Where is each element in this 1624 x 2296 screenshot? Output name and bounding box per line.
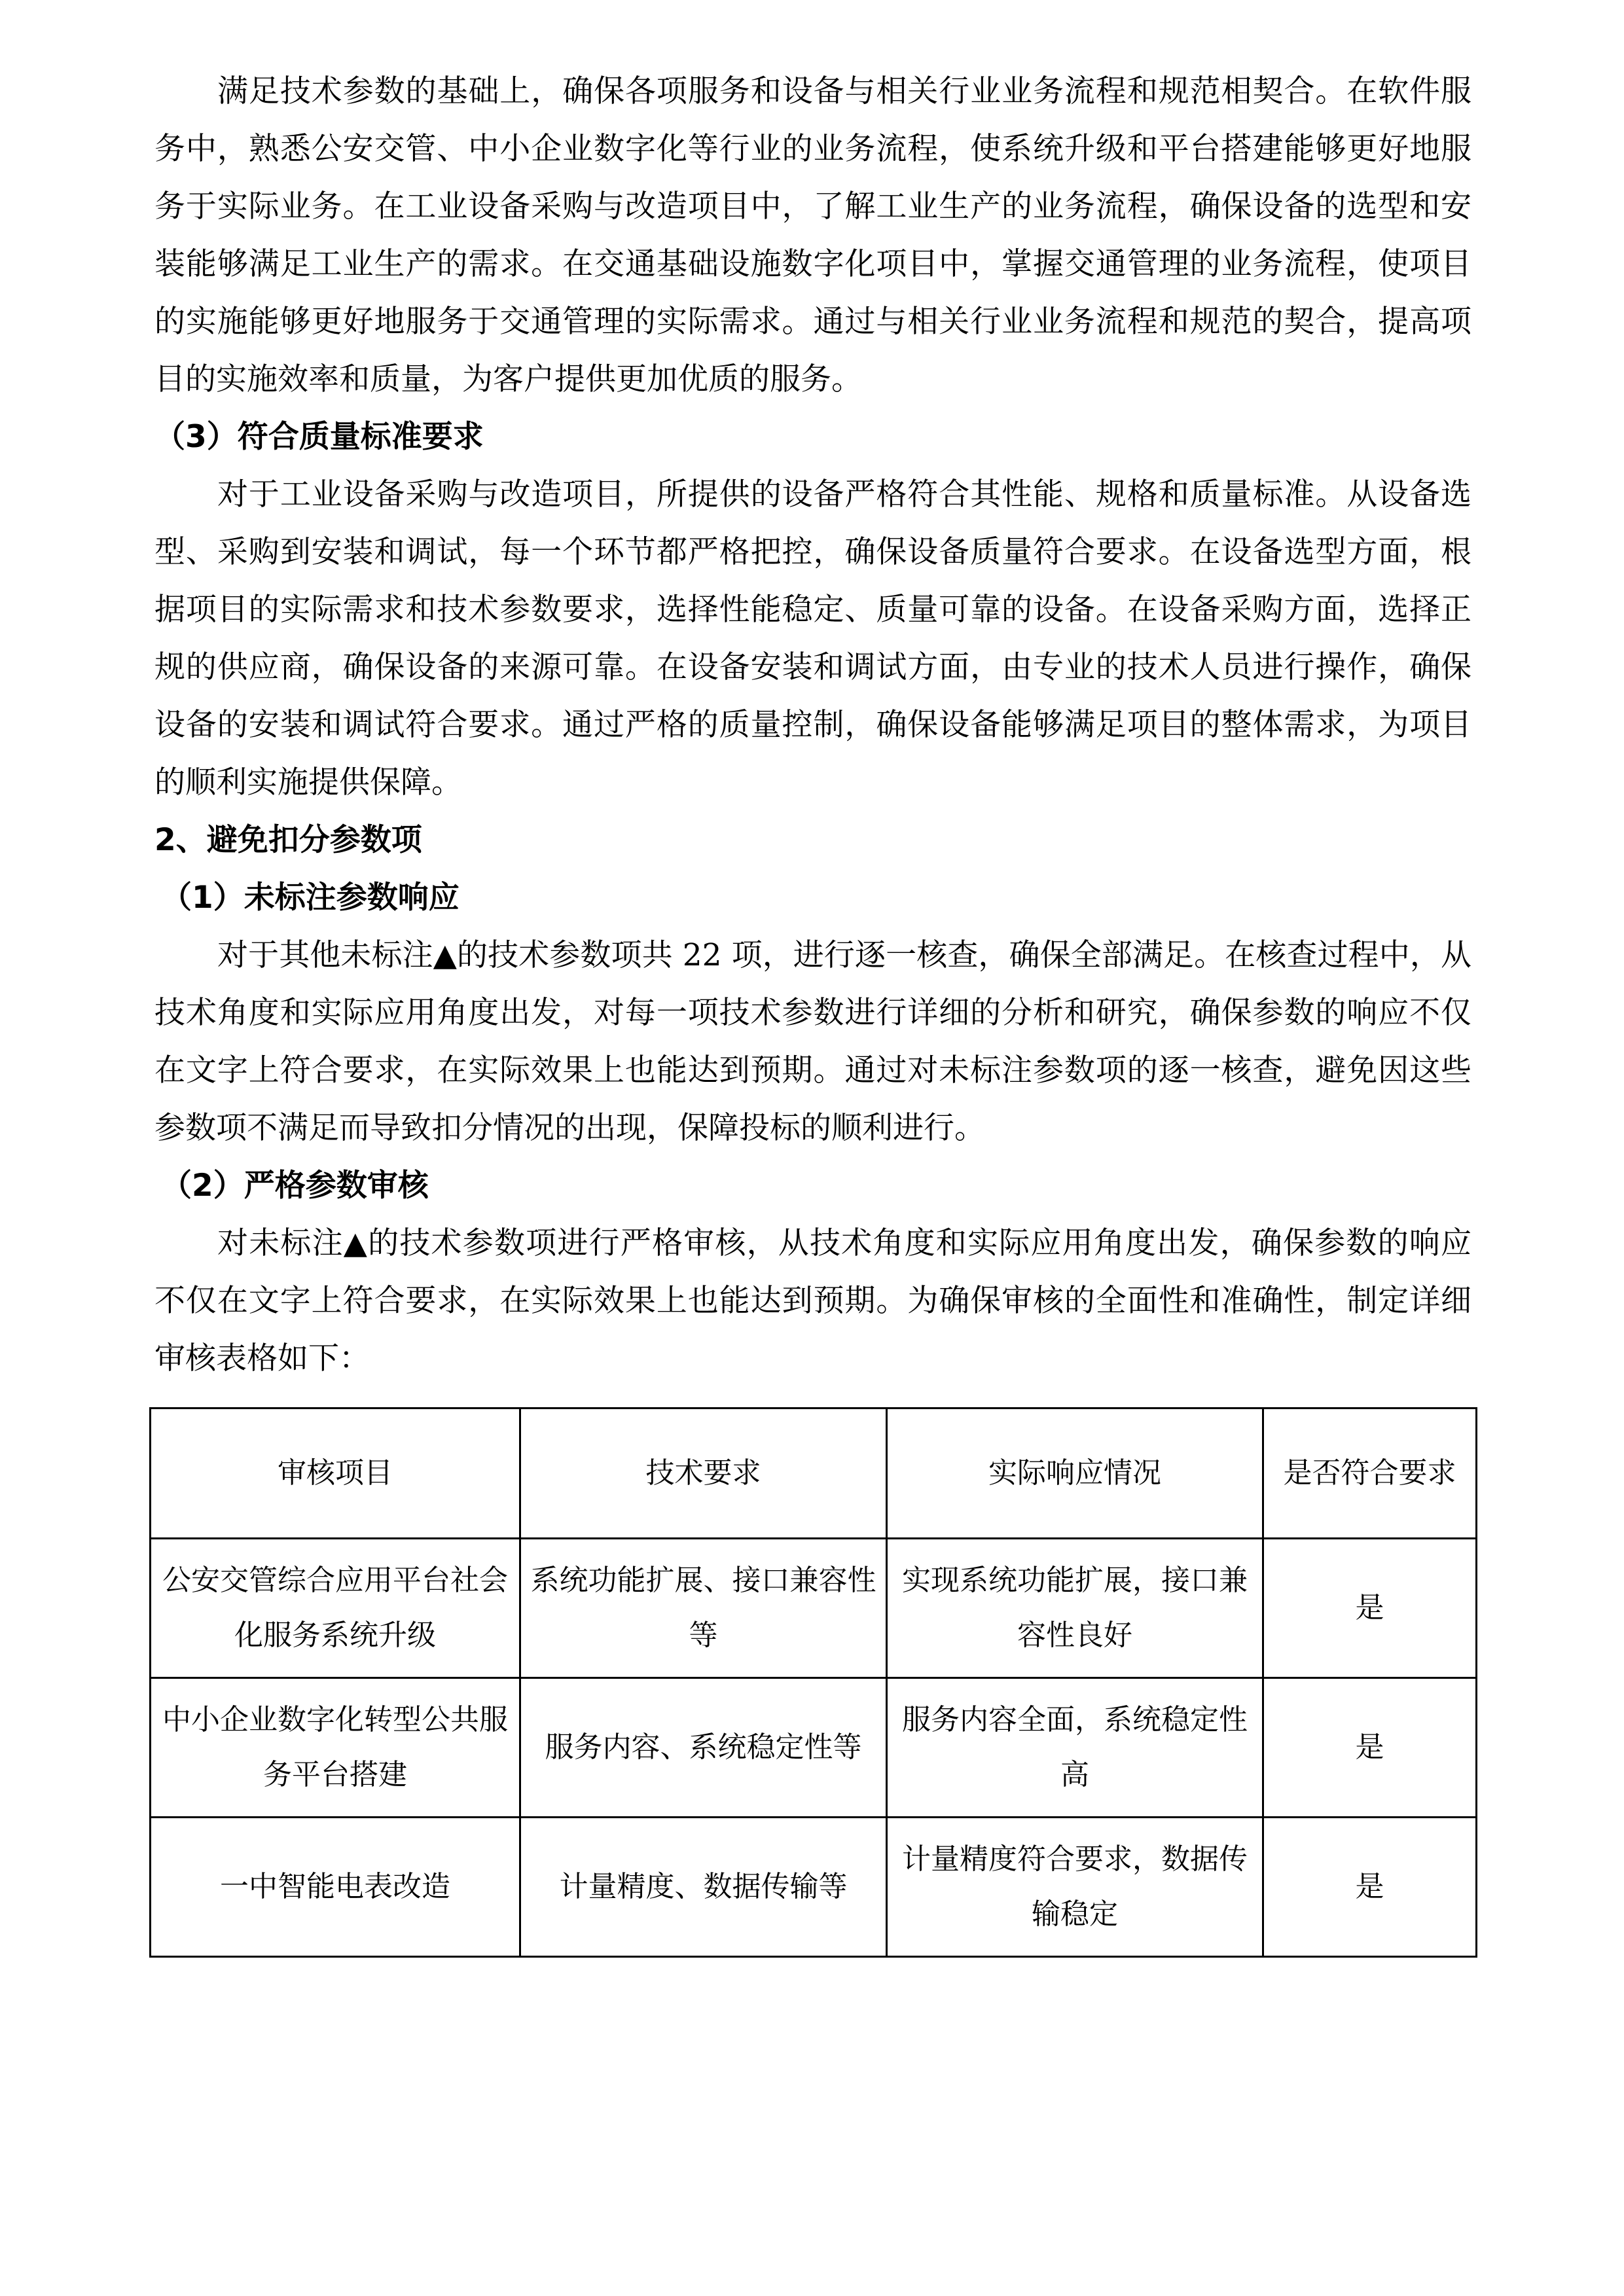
heading-avoid-deduction: 2、避免扣分参数项 (154, 822, 422, 858)
table-cell-actual: 服务内容全面，系统稳定性高 (887, 1678, 1263, 1818)
table-cell-comply: 是 (1263, 1678, 1477, 1818)
table-header-actual: 实际响应情况 (887, 1408, 1263, 1539)
table-cell-item: 公安交管综合应用平台社会化服务系统升级 (151, 1539, 520, 1678)
heading-quality-standard: （3）符合质量标准要求 (154, 419, 484, 455)
table-row (151, 1678, 1477, 1818)
table-row (151, 1818, 1477, 1957)
table-cell-actual: 计量精度符合要求，数据传输稳定 (887, 1818, 1263, 1957)
table-row (151, 1539, 1477, 1678)
table-cell-item: 一中智能电表改造 (151, 1818, 520, 1957)
table-header-req: 技术要求 (520, 1408, 887, 1539)
table-cell-req: 计量精度、数据传输等 (520, 1818, 887, 1957)
paragraph-unmarked-param-response: 对于其他未标注▲的技术参数项共 22 项，进行逐一核查，确保全部满足。在核查过程中，从技术角度和实际应用角度出发，对每一项技术参数进行详细的分析和研究，确保参数的响应不仅在文字上符合要求，在实际效果上也能达到预期。通过对未标注参数项的逐一核查，避免因这些参数项不满足而导致扣分情况的出现，保障投标的顺利进行。 (154, 937, 1471, 1146)
table-cell-item: 中小企业数字化转型公共服务平台搭建 (151, 1678, 520, 1818)
table-header-row (151, 1408, 1477, 1539)
heading-unmarked-param-response: （1）未标注参数响应 (161, 880, 460, 916)
table-header-item: 审核项目 (151, 1408, 520, 1539)
table-cell-comply: 是 (1263, 1539, 1477, 1678)
audit-checklist-table (149, 1407, 1477, 1958)
paragraph-quality-standard: 对于工业设备采购与改造项目，所提供的设备严格符合其性能、规格和质量标准。从设备选型、采购到安装和调试，每一个环节都严格把控，确保设备质量符合要求。在设备选型方面，根据项目的实际需求和技术参数要求，选择性能稳定、质量可靠的设备。在设备采购方面，选择正规的供应商，确保设备的来源可靠。在设备安装和调试方面，由专业的技术人员进行操作，确保设备的安装和调试符合要求。通过严格的质量控制，确保设备能够满足项目的整体需求，为项目的顺利实施提供保障。 (154, 476, 1471, 800)
heading-strict-param-audit: （2）严格参数审核 (161, 1168, 429, 1204)
paragraph-industry-process: 满足技术参数的基础上，确保各项服务和设备与相关行业业务流程和规范相契合。在软件服务中，熟悉公安交管、中小企业数字化等行业的业务流程，使系统升级和平台搭建能够更好地服务于实际业务。在工业设备采购与改造项目中，了解工业生产的业务流程，确保设备的选型和安装能够满足工业生产的需求。在交通基础设施数字化项目中，掌握交通管理的业务流程，使项目的实施能够更好地服务于交通管理的实际需求。通过与相关行业业务流程和规范的契合，提高项目的实施效率和质量，为客户提供更加优质的服务。 (154, 73, 1471, 397)
paragraph-strict-param-audit: 对未标注▲的技术参数项进行严格审核，从技术角度和实际应用角度出发，确保参数的响应不仅在文字上符合要求，在实际效果上也能达到预期。为确保审核的全面性和准确性，制定详细审核表格如下： (154, 1225, 1471, 1376)
table-cell-req: 服务内容、系统稳定性等 (520, 1678, 887, 1818)
page-content (154, 63, 1471, 1958)
table-cell-req: 系统功能扩展、接口兼容性等 (520, 1539, 887, 1678)
table-cell-actual: 实现系统功能扩展，接口兼容性良好 (887, 1539, 1263, 1678)
table-header-comply: 是否符合要求 (1263, 1408, 1477, 1539)
table-cell-comply: 是 (1263, 1818, 1477, 1957)
